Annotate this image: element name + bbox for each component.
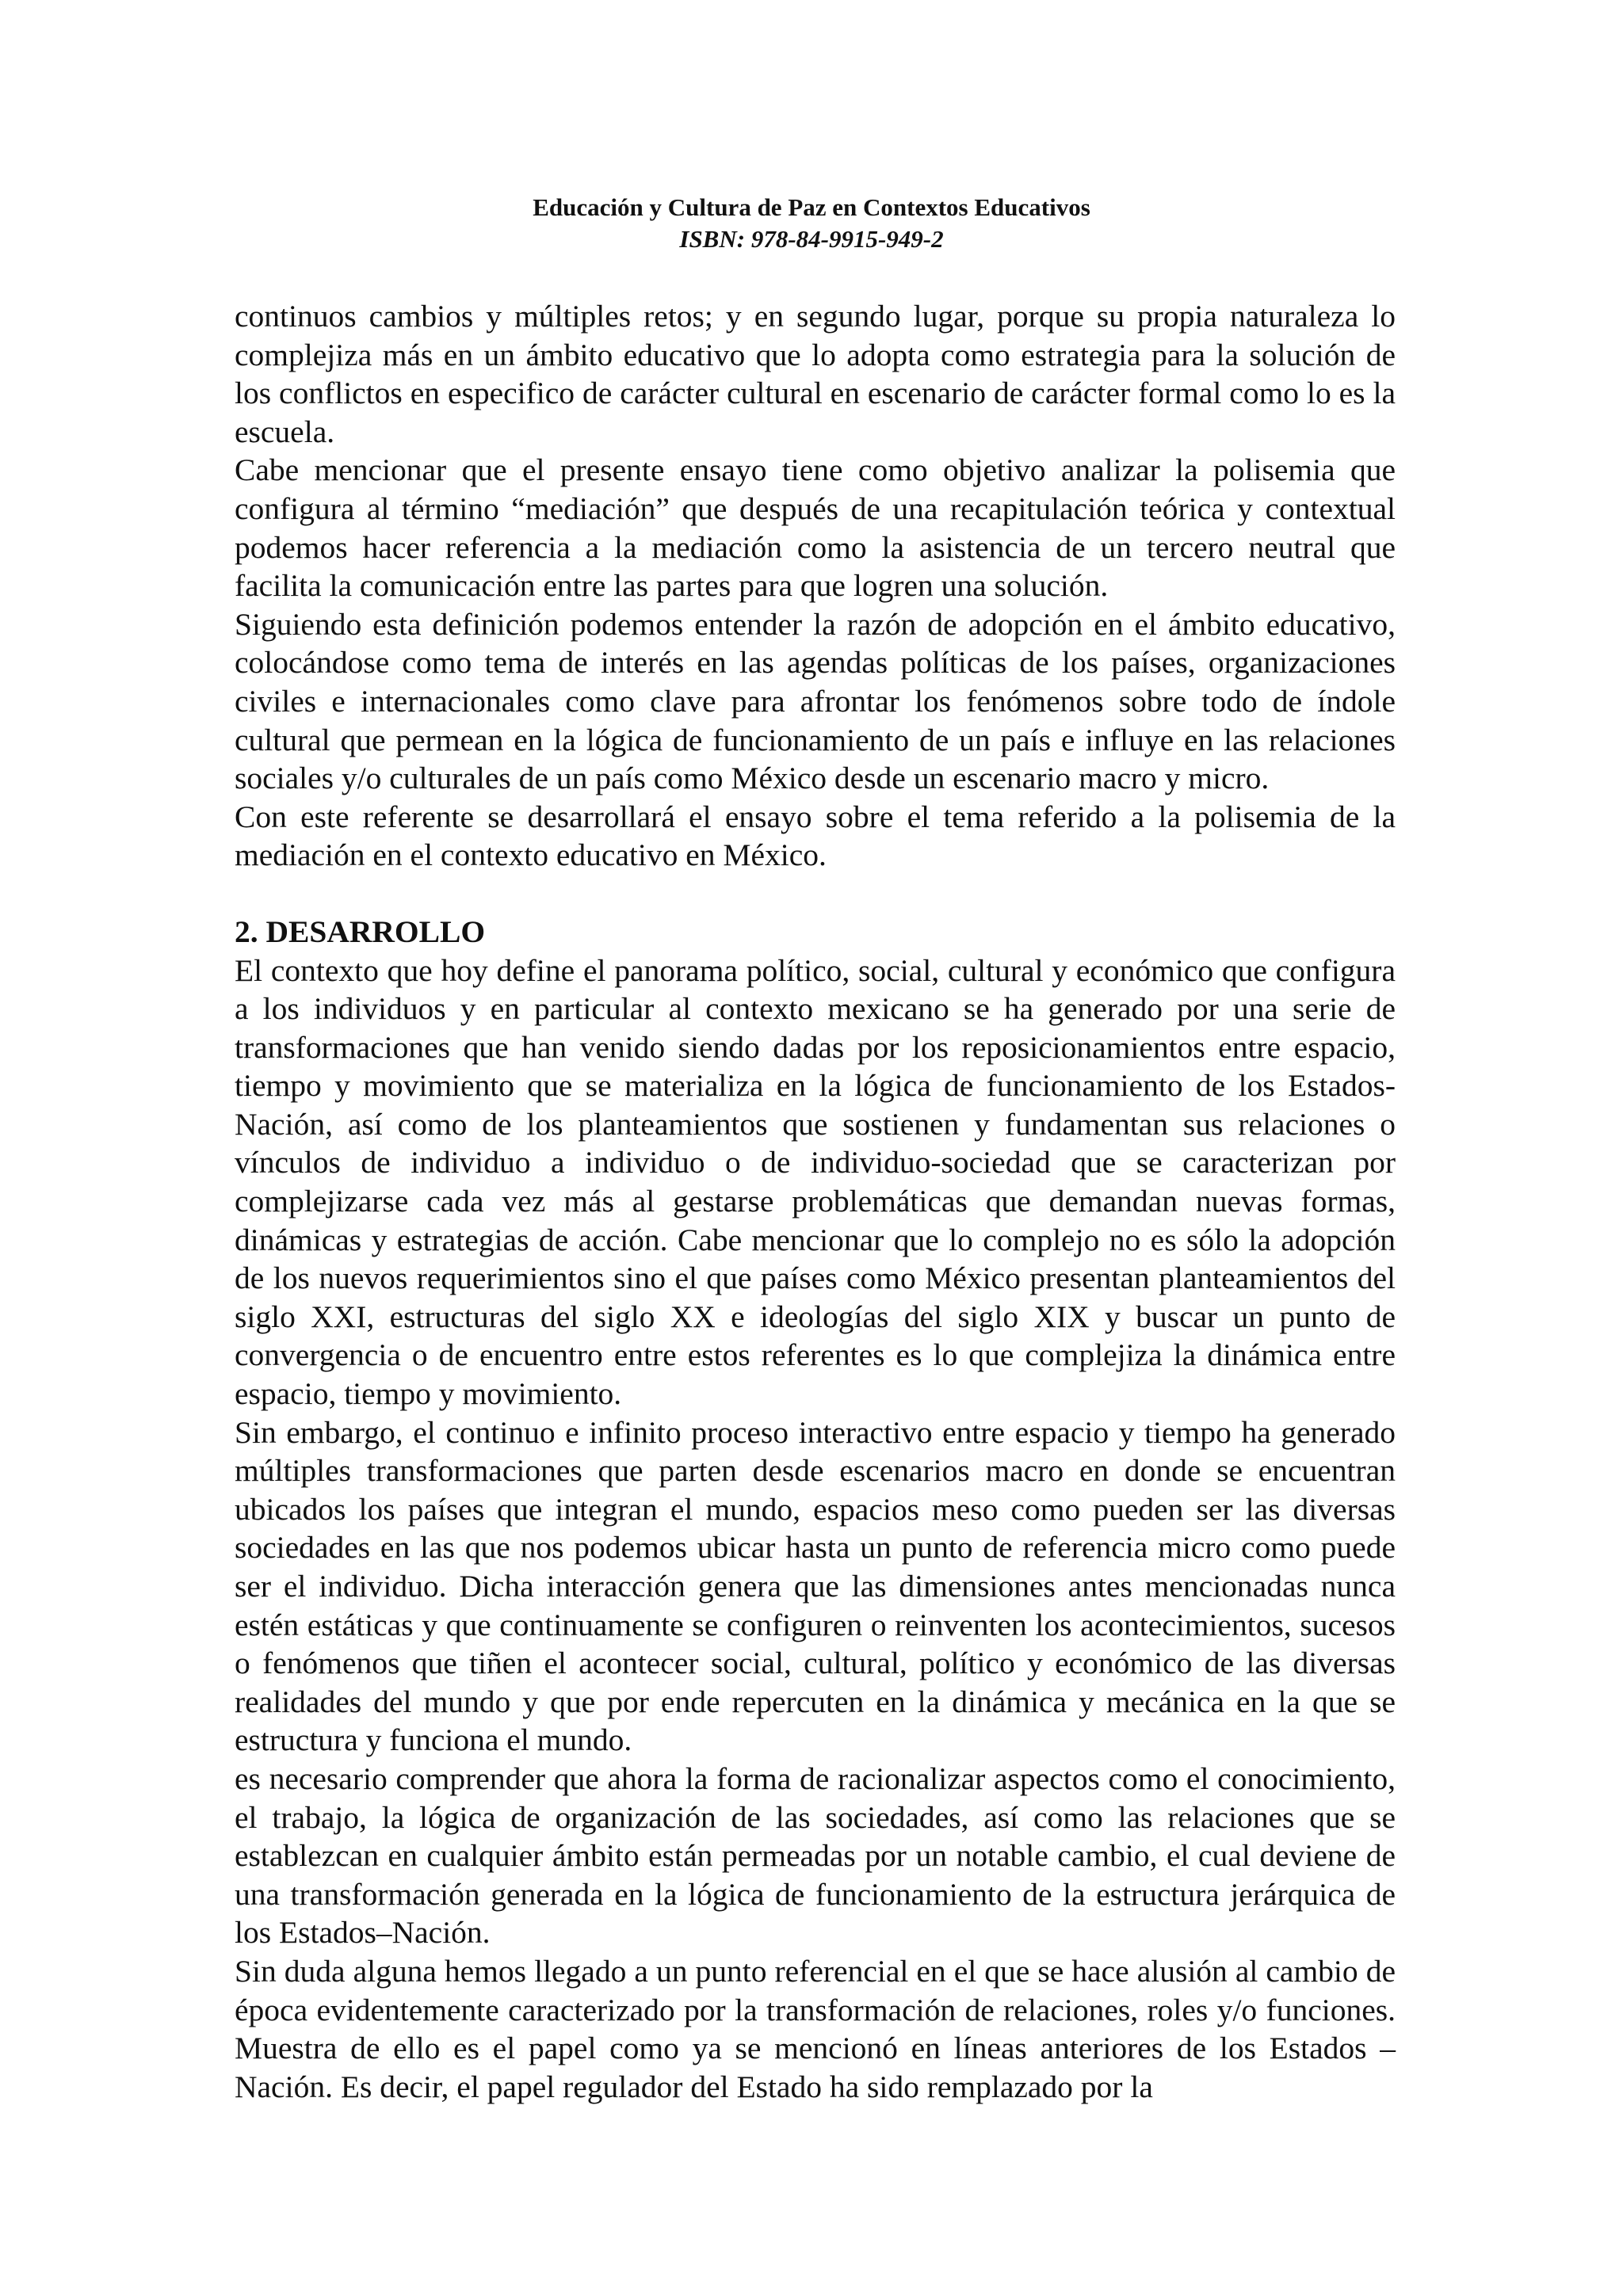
- section-heading: 2. DESARROLLO: [235, 913, 486, 949]
- paragraph: Cabe mencionar que el presente ensayo tiene como objetivo analizar la polisemia que configura al término “mediación” que después de una recapitulación teórica y contextual podemos hacer referencia a la mediación como la asistencia de un tercero neutral que facilita la comunicación entre las partes para que logren una solución.: [235, 452, 1396, 604]
- paragraph: Sin embargo, el continuo e infinito proceso interactivo entre espacio y tiempo ha generado múltiples transformaciones que parten desde escenarios macro en donde se encuentran ubicados los países que integran el mundo, espacios meso como pueden ser las diversas sociedades en las que nos podemos ubicar hasta un punto de referencia micro como puede ser el individuo. Dicha interacción genera que las dimensiones antes mencionadas nunca estén estáticas y que continuamente se configuren o reinventen los acontecimientos, sucesos o fenómenos que tiñen el acontecer social, cultural, político y económico de las diversas realidades del mundo y que por ende repercuten en la dinámica y mecánica en la que se estructura y funciona el mundo.: [235, 1414, 1396, 1758]
- document-body: [235, 297, 1396, 2106]
- paragraph: Con este referente se desarrollará el ensayo sobre el tema referido a la polisemia de la mediación en el contexto educativo en México.: [235, 799, 1396, 873]
- paragraph: continuos cambios y múltiples retos; y en segundo lugar, porque su propia naturaleza lo complejiza más en un ámbito educativo que lo adopta como estrategia para la solución de los conflictos en especifico de carácter cultural en escenario de carácter formal como lo es la escuela.: [235, 299, 1396, 449]
- isbn-line: ISBN: 978-84-9915-949-2: [679, 225, 944, 253]
- paragraph: Siguiendo esta definición podemos entender la razón de adopción en el ámbito educativo, colocándose como tema de interés en las agendas políticas de los países, organizaciones civiles e internacionales como clave para afrontar los fenómenos sobre todo de índole cultural que permean en la lógica de funcionamiento de un país e influye en las relaciones sociales y/o culturales de un país como México desde un escenario macro y micro.: [235, 606, 1396, 796]
- page-header: [0, 192, 1623, 255]
- book-title: Educación y Cultura de Paz en Contextos Educativos: [533, 193, 1090, 221]
- paragraph: es necesario comprender que ahora la forma de racionalizar aspectos como el conocimiento, el trabajo, la lógica de organización de las sociedades, así como las relaciones que se establezcan en cualquier ámbito están permeadas por un notable cambio, el cual deviene de una transformación generada en la lógica de funcionamiento de la estructura jerárquica de los Estados–Nación.: [235, 1760, 1396, 1951]
- section-spacer: [235, 875, 1396, 913]
- paragraph: Sin duda alguna hemos llegado a un punto referencial en el que se hace alusión al cambio de época evidentemente caracterizado por la transformación de relaciones, roles y/o funciones. Muestra de ello es el papel como ya se mencionó en líneas anteriores de los Estados – Nación. Es decir, el papel regulador del Estado ha sido remplazado por la: [235, 1953, 1396, 2104]
- paragraph: El contexto que hoy define el panorama político, social, cultural y económico que configura a los individuos y en particular al contexto mexicano se ha generado por una serie de transformaciones que han venido siendo dadas por los reposicionamientos entre espacio, tiempo y movimiento que se materializa en la lógica de funcionamiento de los Estados-Nación, así como de los planteamientos que sostienen y fundamentan sus relaciones o vínculos de individuo a individuo o de individuo-sociedad que se caracterizan por complejizarse cada vez más al gestarse problemáticas que demandan nuevas formas, dinámicas y estrategias de acción. Cabe mencionar que lo complejo no es sólo la adopción de los nuevos requerimientos sino el que países como México presentan planteamientos del siglo XXI, estructuras del siglo XX e ideologías del siglo XIX y buscar un punto de convergencia o de encuentro entre estos referentes es lo que complejiza la dinámica entre espacio, tiempo y movimiento.: [235, 952, 1396, 1412]
